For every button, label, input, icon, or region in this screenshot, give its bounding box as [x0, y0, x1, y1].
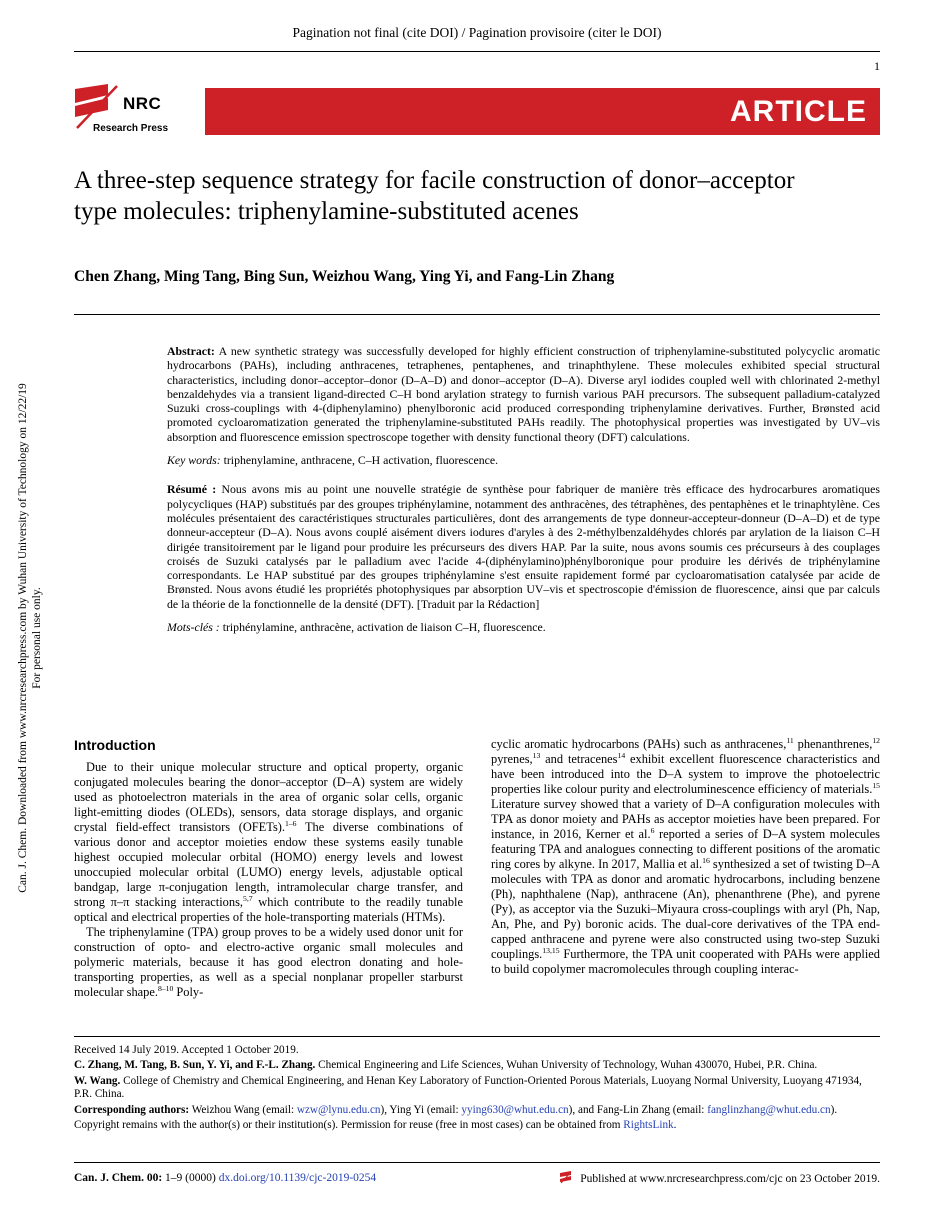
received-dates: Received 14 July 2019. Accepted 1 October 2019.	[74, 1044, 299, 1056]
copyright-period: .	[673, 1119, 677, 1132]
left-column	[74, 737, 463, 1000]
resume-label: Résumé :	[167, 482, 217, 497]
bottom-bar	[74, 1171, 880, 1185]
email-link-3[interactable]: fanglinzhang@whut.edu.cn	[707, 1103, 831, 1116]
page-number: 1	[874, 59, 880, 73]
logo-nrc-text: NRC	[123, 94, 162, 113]
article-title: A three-step sequence strategy for facile construction of donor–acceptor type molecules: triphenylamine-substituted acenes	[74, 167, 795, 225]
body-columns	[74, 737, 880, 1000]
bottom-rule	[74, 1162, 880, 1163]
header-rule	[74, 51, 880, 52]
copyright-note	[74, 1119, 880, 1132]
published-note-wrap	[560, 1171, 880, 1185]
keywords	[167, 453, 880, 467]
affiliation-1	[74, 1059, 880, 1072]
affiliation-1-text: Chemical Engineering and Life Sciences, Wuhan University of Technology, Wuhan 430070, Hubei, P.R. China.	[318, 1059, 818, 1072]
logo-research-press-text: Research Press	[93, 123, 169, 134]
affiliation-2	[74, 1075, 880, 1102]
mots-cles	[167, 620, 880, 634]
article-banner	[205, 88, 880, 135]
affiliation-2-names: W. Wang.	[74, 1074, 121, 1087]
download-notice: Can. J. Chem. Downloaded from www.nrcresearchpress.com by Wuhan University of Technology on 12/22/19	[17, 383, 29, 893]
abstract-text: A new synthetic strategy was successfully developed for highly efficient construction of triphenylamine-substituted polycyclic aromatic hydrocarbons (PAHs), including anthracenes, tetraphenes, pentaphenes, and trinaphthylene. These molecules exhibited special structural characteristics, including donor–acceptor–donor (D–A–D) and donor–acceptor (D–A). Diverse aryl iodides coupled well with chlorinated 2-methyl benzaldehydes via a transient ligand-directed C–H bond arylation strategy to furnish various PAH precursors. The subsequent palladium-catalyzed Suzuki cross-couplings with 4-(diphenylamino) phenylboronic acid produced corresponding triphenylamine derivatives. Further, Brønsted acid promoted cycloaromatization generated the triphenylamine-substituted PAHs readily. The photophysical properties was investigated by UV–vis absorption and fluorescence emission spectroscope together with density functional theory (DFT) calculations.	[167, 344, 880, 444]
pagination-notice: Pagination not final (cite DOI) / Pagination provisoire (citer le DOI)	[292, 25, 662, 40]
footnotes	[74, 1044, 880, 1134]
intro-paragraph-2: The triphenylamine (TPA) group proves to be a widely used donor unit for construction of opto- and electro-active organic small molecules and polymeric materials, because it has good electron donating and hole-transporting properties, as well as a special nonplanar propeller starburst molecular shape.$^{8-10}$ Poly-	[74, 925, 463, 999]
mots-cles-text: triphénylamine, anthracène, activation de liaison C–H, fluorescence.	[222, 620, 546, 635]
abstract	[167, 344, 880, 444]
doi-link[interactable]: dx.doi.org/10.1139/cjc-2019-0254	[218, 1172, 377, 1184]
keywords-label: Key words:	[167, 453, 221, 468]
right-column	[491, 737, 880, 1000]
corresponding-authors	[74, 1104, 880, 1117]
corresponding-seg-2: ), Ying Yi (email:	[380, 1103, 459, 1116]
email-link-1[interactable]: wzw@lynu.edu.cn	[296, 1103, 381, 1116]
intro-paragraph-3: cyclic aromatic hydrocarbons (PAHs) such as anthracenes,$^{11}$ phenanthrenes,$^{12}$ pyrenes,$^{13}$ and tetracenes$^{14}$ exhibit excellent fluorescence characteristics and have been introduced into the D–A system to improve the photoelectric properties like colour purity and electroluminescence efficiency of materials.$^{15}$ Literature survey showed that a variety of D–A configuration molecules with TPA as donor moiety and PAHs as acceptor moieties have been prepared. For instance, in 2016, Kerner et al.$^6$ reported a series of D–A system molecules featuring TPA and analogues connecting to different positions of the aromatic ring cores by alkyne. In 2017, Mallia et al.$^{16}$ synthesized a set of twisting D–A molecules with TPA as donor and aromatic hydrocarbons, including benzene (Ph), naphthalene (Nap), anthracene (An), phenanthrene (Phe), and pyrene (Py), as acceptor via the Suzuki–Miyaura cross-couplings with aryl (Ph, Nap, An, Phe, and Py) boronic acids. The dual-core derivatives of the TPA end-capped anthracene and pyrene were also constructed using two-step Suzuki couplings.$^{13,15}$ Furthermore, the TPA unit cooperated with PAHs were applied to build copolymer macromolecules through coupling interac-	[491, 735, 881, 976]
abstract-label: Abstract:	[167, 344, 215, 358]
journal-citation	[74, 1172, 376, 1184]
affiliation-2-text: College of Chemistry and Chemical Engineering, and Henan Key Laboratory of Function-Oriented Porous Materials, Luoyang Normal University, Luoyang 471934, P.R. China.	[74, 1074, 862, 1101]
publisher-flag-icon	[560, 1171, 572, 1184]
corresponding-seg-1: Weizhou Wang (email:	[191, 1103, 295, 1116]
footnote-rule	[74, 1036, 880, 1037]
article-banner-label: ARTICLE	[730, 95, 867, 128]
title-rule	[74, 314, 880, 315]
email-link-2[interactable]: yying630@whut.edu.cn	[461, 1103, 569, 1116]
page-range: 1–9 (0000)	[165, 1172, 216, 1184]
author-list: Chen Zhang, Ming Tang, Bing Sun, Weizhou Wang, Ying Yi, and Fang-Lin Zhang	[74, 268, 615, 285]
resume	[167, 482, 880, 611]
mots-cles-label: Mots-clés :	[167, 620, 220, 635]
introduction-heading: Introduction	[74, 737, 156, 753]
corresponding-label: Corresponding authors:	[74, 1103, 190, 1116]
corresponding-seg-4: ).	[830, 1103, 838, 1116]
rightslink-link[interactable]: RightsLink	[623, 1119, 674, 1132]
affiliation-1-names: C. Zhang, M. Tang, B. Sun, Y. Yi, and F.-L. Zhang.	[74, 1059, 316, 1072]
published-note: Published at www.nrcresearchpress.com/cjc on 23 October 2019.	[580, 1173, 880, 1185]
journal-citation-text: Can. J. Chem. 00:	[74, 1172, 163, 1184]
keywords-text: triphenylamine, anthracene, C–H activation, fluorescence.	[223, 453, 499, 468]
download-stamp	[16, 264, 44, 1012]
intro-paragraph-1: Due to their unique molecular structure and optical property, organic conjugated molecules bearing the donor–acceptor (D–A) system are widely used as photoelectron materials in the area of organic solar cells, organic light-emitting diodes (OLEDs), sensors, data storage displays, and organic crystal field-effect transistors (OFETs).$^{1-6}$ The diverse combinations of various donor and acceptor moieties endow these systems easily tunable highest occupied molecular orbital (HOMO) energy levels and lowest unoccupied molecular orbital (LUMO) energy levels, adjustable optical bandgap, large π-conjugation length, intramolecular charge transfer, and strong π–π stacking interactions,$^{5,7}$ which contribute to the readily tunable optical and electrical properties of the hole-transporting materials (HTMs).	[74, 760, 464, 924]
front-matter	[167, 344, 880, 649]
resume-text: Nous avons mis au point une nouvelle stratégie de synthèse pour fabriquer de manière très efficace des hydrocarbures aromatiques polycycliques (HAP) substitués par des groupes triphénylamine, notamment des anthracènes, des tétraphènes, des pentaphènes et le trinaphtylène. Ces molécules présentaient des caractéristiques structurales particulières, dont des arrangements de type donneur-accepteur-donneur (D–A–D) et de type donneur-accepteur (D–A). Nous avons couplé aisément divers iodures d'aryles à des 2-méthylbenzaldéhydes chlorés par arylation de la liaison C–H dirigée transitoirement par le ligand pour produire les précurseurs des divers HAP. Par la suite, nous avons soumis ces précurseurs à des couplages croisés de Suzuki catalysés par le palladium avec l'acide 4-(diphénylamino)phénylboronique pour produire les dérivés de triphénylamine correspondants. Le HAP substitué par des groupes triphénylamine s'est ensuite rapidement formé par cycloaromatisation catalysée par acide de Brønsted. Nous avons étudié les propriétés photophysiques par absorption UV–vis et spectroscopie d'émission de fluorescence, ainsi que par calculs de la théorie de la fonctionnelle de la densité (DFT). [Traduit par la Rédaction]	[167, 482, 880, 611]
corresponding-seg-3: ), and Fang-Lin Zhang (email:	[568, 1103, 705, 1116]
copyright-text: Copyright remains with the author(s) or their institution(s). Permission for reuse (free in most cases) can be obtained from	[74, 1119, 621, 1132]
personal-use-note: For personal use only.	[31, 587, 43, 689]
